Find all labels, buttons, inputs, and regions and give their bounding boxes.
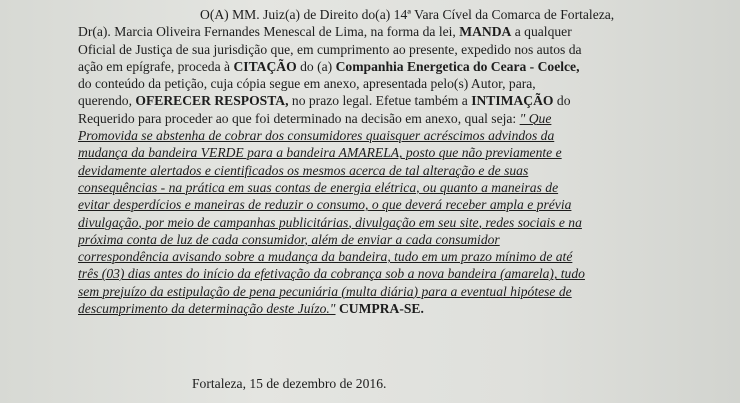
text-fragment: a qualquer bbox=[514, 24, 572, 40]
quote-line-11 bbox=[78, 300, 724, 317]
judge-name: Dr(a). Marcia Oliveira Fernandes Menescal de Lima, na forma da lei, bbox=[78, 24, 456, 40]
paragraph-line-4 bbox=[78, 58, 724, 75]
text-fragment: no prazo legal. Efetue também a bbox=[291, 93, 468, 109]
quote-line-9: três (03) dias antes do início da efetivação da cobrança sob a nova bandeira (amarela), tudo bbox=[78, 266, 585, 282]
paragraph-line-7 bbox=[78, 110, 724, 127]
text-fragment: do conteúdo da petição, cuja cópia segue em anexo, apresentada pelo(s) Autor, para, bbox=[78, 76, 536, 92]
manda-keyword: MANDA bbox=[459, 24, 512, 40]
text-fragment: do (a) bbox=[300, 58, 333, 74]
citacao-keyword: CITAÇÃO bbox=[233, 58, 297, 74]
quote-line-5: evitar desperdícios e maneiras de reduzir o consumo, o que deverá receber ampla e prévia bbox=[78, 197, 572, 213]
quote-line-4: consequências - na prática em suas contas de energia elétrica, ou quanto a maneiras de bbox=[78, 179, 559, 195]
text-fragment: Requerido para proceder ao que foi determinado na decisão em anexo, qual seja: bbox=[78, 110, 517, 126]
paragraph-line-5 bbox=[78, 75, 724, 92]
cumpra-se-keyword: CUMPRA-SE. bbox=[338, 301, 424, 317]
text-fragment: do bbox=[556, 93, 571, 109]
paragraph-line-3 bbox=[78, 41, 724, 58]
paragraph-line-6 bbox=[78, 92, 724, 109]
judge-heading: O(A) MM. Juiz(a) de Direito do(a) 14ª Vara Cível da Comarca de Fortaleza, bbox=[200, 7, 615, 22]
paragraph-line-2 bbox=[78, 23, 724, 40]
intimacao-keyword: INTIMAÇÃO bbox=[471, 93, 554, 109]
text-fragment: querendo, bbox=[78, 93, 132, 109]
company-name: Companhia Energetica do Ceara - Coelce, bbox=[335, 58, 580, 74]
text-fragment: ação em epígrafe, proceda à bbox=[78, 58, 231, 74]
quote-line-8: correspondência avisando sobre a mudança da bandeira, tudo em um prazo mínimo de até bbox=[78, 249, 573, 265]
quote-start: " Que bbox=[519, 110, 552, 126]
text-fragment: Oficial de Justiça de sua jurisdição que, em cumprimento ao presente, expedido nos autos da bbox=[78, 41, 582, 57]
paragraph-line-1 bbox=[78, 6, 724, 23]
quote-line-7: próxima conta de luz de cada consumidor, além de enviar a cada consumidor bbox=[78, 231, 500, 247]
mandado-text bbox=[78, 6, 724, 317]
document-date: Fortaleza, 15 de dezembro de 2016. bbox=[192, 376, 387, 391]
quote-line-3: devidamente alertados e cientificados os mesmos acerca de tal alteração e de suas bbox=[78, 162, 529, 178]
quote-line-2: mudança da bandeira VERDE para a bandeira AMARELA, posto que não previamente e bbox=[78, 145, 562, 161]
quote-line-1: Promovida se abstenha de cobrar dos consumidores quaisquer acréscimos advindos da bbox=[78, 128, 555, 144]
resposta-keyword: OFERECER RESPOSTA, bbox=[135, 93, 289, 109]
quote-line-6: divulgação, por meio de campanhas publicitárias, divulgação em seu site, redes sociais e na bbox=[78, 214, 582, 230]
quote-line-10: sem prejuízo da estipulação de pena pecuniária (multa diária) para a eventual hipótese de bbox=[78, 283, 572, 299]
quote-end: descumprimento da determinação deste Juízo." bbox=[78, 301, 336, 317]
